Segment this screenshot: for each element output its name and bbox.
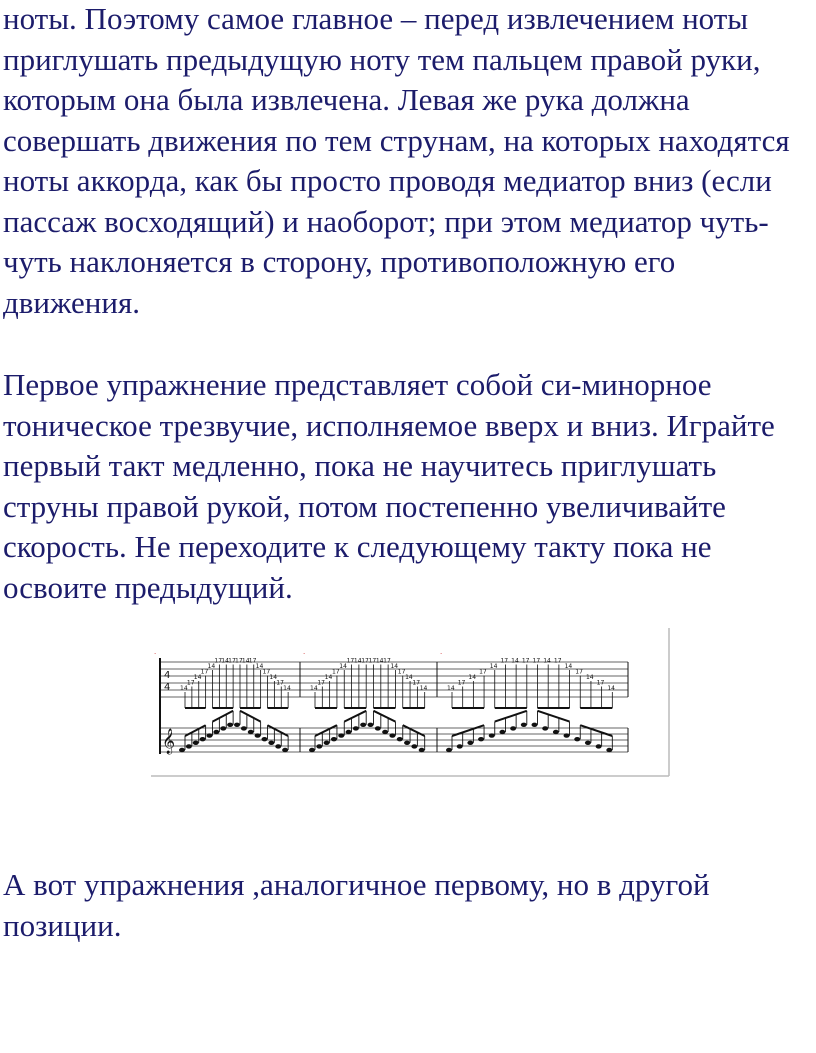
tab-fret-number: 14 [310, 685, 318, 692]
note-head [397, 737, 403, 741]
tab-fret-number: 17 [200, 668, 209, 676]
tab-fret-number: 17 [596, 679, 605, 687]
tab-fret-number: 14 [511, 657, 519, 665]
tab-fret-number: 14 [585, 674, 594, 681]
note-head [186, 744, 192, 748]
note-head [368, 723, 374, 727]
note-head [457, 744, 463, 748]
note-head [324, 741, 330, 745]
tab-fret-number: 14 [339, 663, 347, 670]
tab-fret-number: 14 [468, 674, 477, 681]
note-head [255, 733, 261, 737]
note-head [532, 723, 538, 727]
tab-fret-number: 17 [532, 657, 541, 665]
tab-fret-number: 17 [553, 657, 562, 665]
note-head [375, 726, 381, 730]
body-paragraph: А вот упражнения ,аналогичное первому, но в другой позиции. [3, 867, 710, 943]
tab-fret-number: 17 [235, 657, 243, 665]
tab-fret-number: 14 [221, 657, 229, 665]
tab-fret-number: 17 [331, 668, 340, 676]
note-head [200, 737, 206, 741]
tab-fret-number: 14 [489, 663, 498, 670]
tab-fret-number: 14 [447, 685, 455, 692]
tab-fret-number: 17 [383, 657, 391, 665]
note-head [338, 733, 344, 737]
note-head [542, 726, 548, 730]
time-signature: 4 [164, 670, 171, 681]
tab-fret-number: 17 [317, 679, 325, 687]
note-head [404, 741, 410, 745]
tab-fret-number: 17 [346, 657, 355, 665]
tab-fret-number: 17 [457, 679, 466, 687]
note-head [478, 737, 484, 741]
note-head [248, 730, 254, 734]
tab-fret-number: 14 [241, 657, 250, 665]
tab-fret-number: 14 [353, 657, 362, 665]
note-head [360, 723, 366, 727]
note-head [207, 733, 213, 737]
body-paragraph: ноты. Поэтому самое главное – перед извлечением ноты приглушать предыдущую ноту тем пальцем правой руки, которым она была извлечена. Левая же рука должна совершать движения по тем струнам, на которых находятся ноты аккорда, как бы просто проводя медиатор вниз (если пассаж восходящий) и наоборот; при этом медиатор чуть-чуть наклоняется в сторону, противоположную его движения. [3, 1, 790, 320]
note-head [213, 730, 219, 734]
note-head [553, 730, 559, 734]
tab-fret-number: 17 [262, 668, 271, 676]
note-head [574, 737, 580, 741]
note-head [275, 744, 281, 748]
tab-fret-number: 17 [412, 679, 421, 687]
tab-fret-number: 14 [543, 657, 551, 665]
note-head [179, 748, 185, 752]
note-head [262, 737, 268, 741]
tab-fret-number: 17 [500, 657, 509, 665]
note-head [193, 741, 199, 745]
measure-number: · [440, 650, 443, 658]
tab-fret-number: 14 [419, 685, 428, 692]
tab-fret-number: 17 [228, 657, 236, 665]
note-head [411, 744, 417, 748]
note-head [220, 726, 226, 730]
note-head [353, 726, 359, 730]
note-head [585, 741, 591, 745]
note-head [564, 733, 570, 737]
tab-fret-number: 14 [564, 663, 573, 670]
tab-fret-number: 17 [276, 679, 284, 687]
music-notation-figure [150, 628, 670, 778]
note-head [510, 726, 516, 730]
note-head [282, 748, 288, 752]
tab-fret-number: 14 [405, 674, 413, 681]
tab-fret-number: 14 [390, 663, 399, 670]
note-head [499, 730, 505, 734]
tab-fret-number: 17 [361, 657, 369, 665]
tab-fret-number: 17 [397, 668, 406, 676]
measure-number: · [154, 650, 157, 658]
note-head [606, 748, 612, 752]
measure-number: · [303, 650, 306, 658]
note-head [521, 723, 527, 727]
tab-fret-number: 17 [248, 657, 257, 665]
note-head [241, 726, 247, 730]
treble-clef: 𝄞 [162, 729, 176, 754]
note-head [489, 733, 495, 737]
note-head [596, 744, 602, 748]
tab-fret-number: 17 [521, 657, 530, 665]
tab-fret-number: 17 [368, 657, 377, 665]
tab-fret-number: 14 [255, 663, 264, 670]
tab-fret-number: 14 [269, 674, 278, 681]
note-head [227, 723, 233, 727]
tab-fret-number: 17 [214, 657, 223, 665]
tab-fret-number: 17 [186, 679, 195, 687]
tab-fret-number: 14 [375, 657, 384, 665]
tab-fret-number: 14 [283, 685, 291, 692]
tab-fret-number: 17 [575, 668, 583, 676]
note-head [389, 733, 395, 737]
note-head [234, 723, 240, 727]
tab-fret-number: 14 [180, 685, 188, 692]
tab-fret-number: 17 [479, 668, 487, 676]
note-head [419, 748, 425, 752]
body-paragraph: Первое упражнение представляет собой си-минорное тоническое трезвучие, исполняемое вверх и вниз. Играйте первый такт медленно, пока не научитесь приглушать струны правой рукой, потом постепенно увеличивайте скорость. Не переходите к следующему такту пока не освоите предыдущий. [3, 367, 775, 605]
note-head [331, 737, 337, 741]
tab-fret-number: 14 [324, 674, 333, 681]
note-head [467, 741, 473, 745]
tab-fret-number: 14 [607, 685, 615, 692]
note-head [382, 730, 388, 734]
time-signature: 4 [164, 682, 171, 693]
note-head [309, 748, 315, 752]
tab-fret-number: 14 [207, 663, 216, 670]
notation-image [150, 628, 670, 778]
note-head [346, 730, 352, 734]
note-head [316, 744, 322, 748]
note-head [446, 748, 452, 752]
note-head [268, 741, 274, 745]
tab-fret-number: 14 [193, 674, 202, 681]
